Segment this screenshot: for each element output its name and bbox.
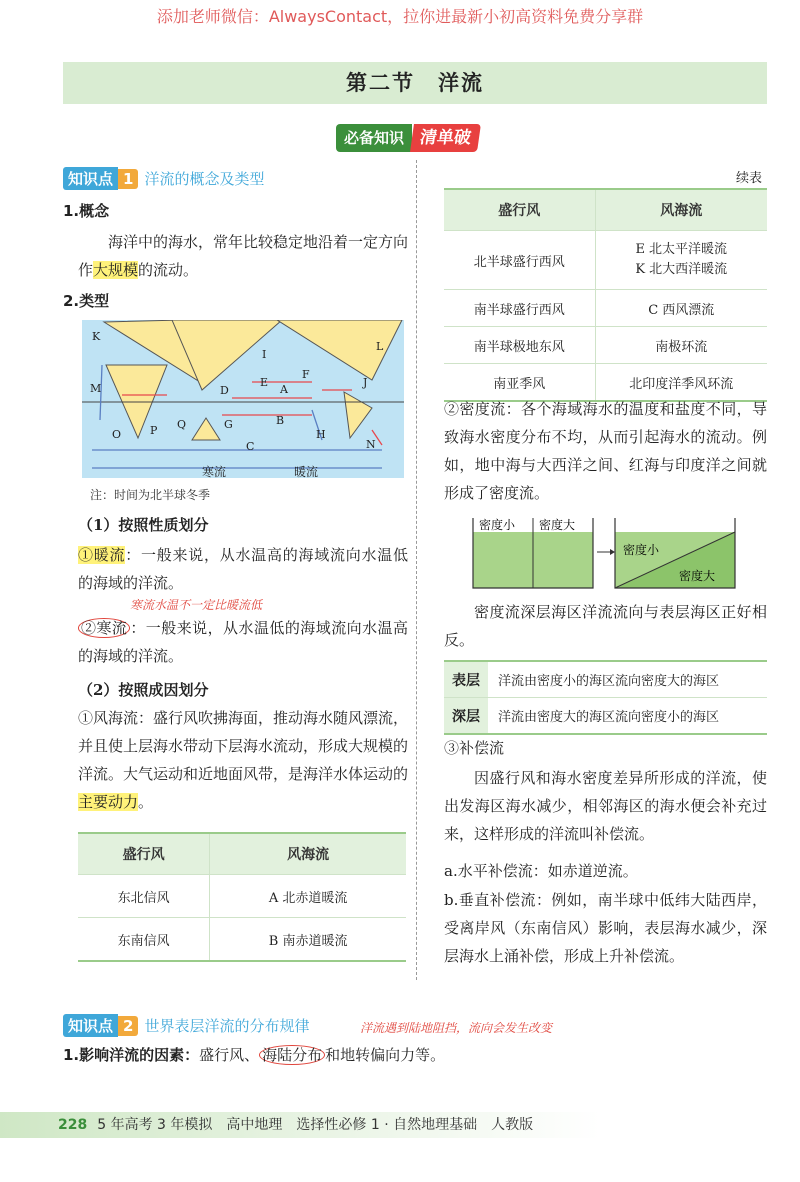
compensation-horizontal: a.水平补偿流：如赤道逆流。 — [444, 862, 638, 880]
table-row — [444, 698, 767, 735]
table-cell-line: K 北大西洋暖流 — [635, 262, 728, 277]
map-label: A — [280, 383, 288, 396]
section-title: 第二节 洋流 — [63, 62, 767, 104]
table-row — [444, 290, 767, 327]
map-label: O — [112, 428, 122, 441]
continued-table-label: 续表 — [736, 171, 763, 186]
kp-title: 洋流的概念及类型 — [144, 170, 265, 188]
warm-current-paragraph — [78, 541, 408, 597]
map-label: M — [90, 382, 102, 395]
wind-current-table-1 — [78, 832, 406, 962]
table-cell: 南半球极地东风 — [444, 327, 595, 364]
table-header: 风海流 — [210, 833, 406, 875]
table-cell: 东北信风 — [78, 875, 210, 918]
label-density-large-2: 密度大 — [679, 569, 716, 583]
map-label: K — [92, 330, 101, 343]
handwritten-note-cold-current: 寒流水温不一定比暖流低 — [130, 598, 263, 612]
table-header: 盛行风 — [78, 833, 210, 875]
map-label: N — [366, 438, 376, 451]
page-number: 228 — [58, 1117, 88, 1133]
wind-current-paragraph — [78, 704, 408, 816]
table-cell: 北半球盛行西风 — [444, 231, 595, 290]
wind-current-text-end: 。 — [138, 793, 154, 811]
density-depth-paragraph: 密度流深层海区洋流流向与表层海区正好相反。 — [444, 603, 767, 649]
compensation-vertical: b.垂直补偿流：例如，南半球中低纬大陆西岸，受离岸风（东南信风）影响，表层海水减少，深层海水上涌补偿，形成上升补偿流。 — [444, 891, 767, 965]
table-cell — [595, 231, 767, 290]
kp-label: 知识点 — [63, 167, 118, 190]
legend-cold: 寒流 — [202, 465, 227, 478]
map-label: E — [260, 376, 269, 389]
density-layer-table — [444, 660, 767, 735]
table-header: 风海流 — [595, 189, 767, 231]
table-cell: 东南信风 — [78, 918, 210, 962]
layer-label: 深层 — [444, 698, 488, 735]
concept-highlight: 大规模 — [93, 261, 139, 279]
map-label: H — [316, 428, 326, 441]
table-cell: 南极环流 — [595, 327, 767, 364]
handwritten-note-land-barrier: 洋流遇到陆地阻挡，流向会发生改变 — [360, 1021, 553, 1035]
table-row — [78, 875, 406, 918]
map-label: B — [276, 414, 285, 427]
map-label: L — [376, 340, 384, 353]
label-density-small-2: 密度小 — [623, 543, 660, 557]
warm-current-definition: ：一般来说，从水温高的海域流向水温低的海域的洋流。 — [78, 546, 408, 592]
by-cause-heading: （2）按照成因划分 — [78, 681, 209, 699]
table-row — [78, 918, 406, 962]
concept-heading: 1.概念 — [63, 202, 110, 220]
compensation-heading: ③补偿流 — [444, 739, 505, 757]
density-current-paragraph: ②密度流：各个海域海水的温度和盐度不同，导致海水密度分布不均，从而引起海水的流动。例如，地中海与大西洋之间、红海与印度洋之间就形成了密度流。 — [444, 400, 767, 502]
map-label: F — [302, 368, 310, 381]
layer-description: 洋流由密度小的海区流向密度大的海区 — [488, 661, 767, 698]
layer-description: 洋流由密度大的海区流向密度小的海区 — [488, 698, 767, 735]
kp-label: 知识点 — [63, 1014, 118, 1037]
table-cell: 南亚季风 — [444, 364, 595, 402]
cold-current-definition: ：一般来说，从水温低的海域流向水温高的海域的洋流。 — [78, 619, 408, 665]
legend-warm: 暖流 — [294, 465, 319, 478]
map-label: D — [220, 384, 229, 397]
banner-part1: 必备知识 — [336, 124, 412, 152]
concept-text-end: 的流动。 — [138, 261, 199, 279]
wind-current-text: ①风海流：盛行风吹拂海面，推动海水随风漂流，并且使上层海水带动下层海水流动，形成大规模的洋流。大气运动和近地面风带，是海洋水体运动的 — [78, 709, 409, 783]
label-density-small: 密度小 — [479, 518, 516, 532]
layer-label: 表层 — [444, 661, 488, 698]
wind-current-table-2 — [444, 188, 767, 402]
density-current-diagram — [465, 512, 745, 592]
label-density-large: 密度大 — [539, 518, 576, 532]
table-row — [444, 231, 767, 290]
ocean-current-map — [82, 320, 404, 478]
table-cell: 北印度洋季风环流 — [595, 364, 767, 402]
factors-text: 盛行风、 — [199, 1046, 260, 1064]
book-title: 5 年高考 3 年模拟 高中地理 选择性必修 1 · 自然地理基础 人教版 — [97, 1117, 534, 1133]
factors-line — [63, 1044, 445, 1065]
watermark-text: 添加老师微信：AlwaysContact，拉你进最新小初高资料免费分享群 — [156, 7, 644, 26]
concept-text: 海洋中的海水，常年比较稳定地沿着一定方向作 — [78, 233, 409, 279]
map-label: P — [150, 424, 158, 437]
banner-part2: 清单破 — [410, 124, 481, 152]
kp-number: 1 — [118, 169, 138, 189]
factors-text-end: 和地转偏向力等。 — [325, 1046, 446, 1064]
table-header: 盛行风 — [444, 189, 595, 231]
map-note: 注：时间为北半球冬季 — [90, 488, 211, 502]
map-label: I — [262, 348, 267, 361]
factors-circled-term: 海陆分布 — [259, 1045, 325, 1065]
footer — [58, 1114, 533, 1134]
compensation-paragraph: 因盛行风和海水密度差异所形成的洋流，使出发海区海水减少，相邻海区的海水便会补充过来，这样形成的洋流叫补偿流。 — [444, 769, 767, 843]
knowledge-point-1-header — [63, 167, 264, 190]
table-cell: C 西风漂流 — [595, 290, 767, 327]
factors-label: 1.影响洋流的因素： — [63, 1046, 200, 1064]
table-cell: 南半球盛行西风 — [444, 290, 595, 327]
types-heading: 2.类型 — [63, 292, 110, 310]
essential-knowledge-banner — [336, 124, 479, 152]
concept-paragraph — [78, 228, 408, 284]
wind-current-highlight: 主要动力 — [78, 793, 139, 811]
table-row — [444, 327, 767, 364]
cold-current-paragraph — [78, 614, 408, 670]
map-label: G — [224, 418, 233, 431]
table-cell: A 北赤道暖流 — [210, 875, 406, 918]
map-label: J — [363, 376, 368, 389]
kp-number: 2 — [118, 1016, 138, 1036]
cold-current-term: ②寒流 — [78, 618, 130, 638]
knowledge-point-2-header — [63, 1014, 309, 1037]
map-label: C — [246, 440, 255, 453]
warm-current-term: ①暖流 — [78, 546, 126, 564]
table-cell: B 南赤道暖流 — [210, 918, 406, 962]
kp-title: 世界表层洋流的分布规律 — [144, 1017, 310, 1035]
transition-arrowhead — [610, 549, 615, 555]
table-cell-line: E 北太平洋暖流 — [635, 242, 728, 257]
map-label: Q — [177, 418, 187, 431]
table-row — [444, 661, 767, 698]
column-divider — [416, 160, 417, 980]
by-nature-heading: （1）按照性质划分 — [78, 516, 209, 534]
